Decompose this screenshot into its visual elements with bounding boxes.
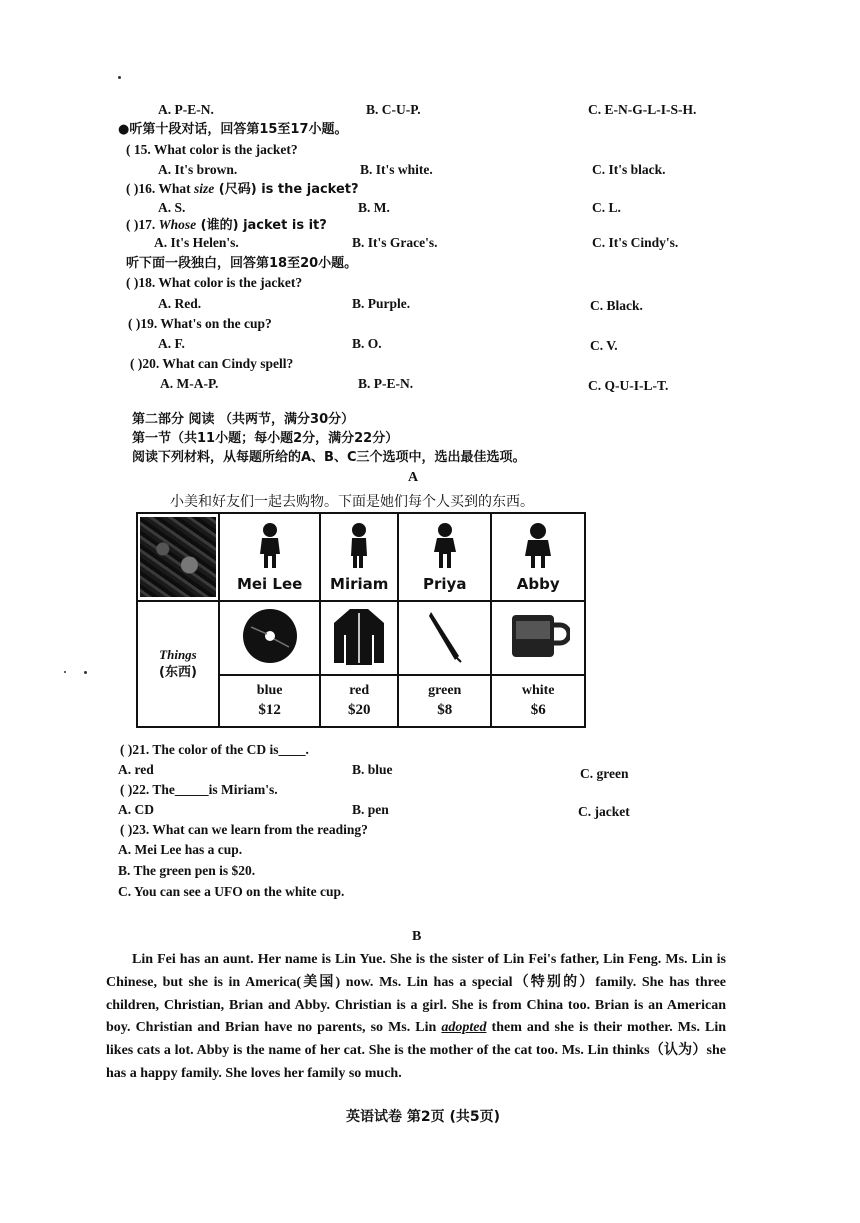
price-cell	[219, 675, 320, 727]
q14-option-b: B. C-U-P.	[366, 102, 421, 117]
person-cell	[320, 513, 398, 601]
q17-option-a: A. It's Helen's.	[154, 235, 239, 250]
part2-title: 第二部分 阅读 （共两节，满分30分）	[132, 412, 355, 427]
person-cell	[491, 513, 585, 601]
item-price: $6	[530, 702, 546, 718]
item-price: $8	[437, 702, 453, 718]
shopping-table	[136, 512, 586, 728]
price-cell	[398, 675, 491, 727]
passage-b-text: Lin Fei has an aunt. Her name is Lin Yue. She is the sister of Lin Fei's father, Lin Feng. Ms. Lin is Chinese, but she is in America(美国) now. Ms. Lin has a special（特别的）family. She has three children, Christian, Brian and Abby. Christian is a girl. She is from China too. Brian is an American boy. Christian and Brian have no parents, so Ms. Lin adopted them and she is their mother. Ms. Lin likes cats a lot. Abby is the name of her cat. She is the mother of the cat too. Ms. Lin thinks（认为）she has a happy family. She loves her family so much.	[106, 952, 727, 1081]
q22-option-c: C. jacket	[578, 804, 630, 819]
passage-a-letter: A	[408, 470, 419, 485]
q20-option-a: A. M-A-P.	[160, 376, 219, 391]
girl-figure-icon	[431, 522, 459, 570]
q16-option-c: C. L.	[592, 200, 621, 215]
q16-stem: ( )16. What size (尺码) is the jacket?	[126, 181, 359, 197]
scan-speck	[118, 76, 121, 79]
item-color: blue	[256, 683, 283, 698]
q15-stem: ( 15. What color is the jacket?	[126, 142, 298, 157]
price-cell	[491, 675, 585, 727]
corner-photo-cell	[137, 513, 219, 601]
person-name: Mei Lee	[236, 574, 303, 593]
girls-photo	[140, 517, 216, 597]
item-color: red	[349, 683, 370, 698]
q21-option-a: A. red	[118, 762, 154, 777]
q22-option-a: A. CD	[118, 802, 154, 817]
jacket-icon	[328, 605, 390, 667]
item-color: green	[428, 683, 462, 698]
person-cell	[219, 513, 320, 601]
q15-option-c: C. It's black.	[592, 162, 666, 177]
things-label: Things	[159, 647, 197, 662]
q18-stem: ( )18. What color is the jacket?	[126, 275, 303, 290]
item-color: white	[521, 683, 555, 698]
q17-option-c: C. It's Cindy's.	[592, 235, 679, 250]
person-name: Abby	[516, 574, 560, 593]
q16-option-a: A. S.	[158, 200, 186, 215]
girl-figure-icon	[345, 522, 373, 570]
q19-option-b: B. O.	[352, 336, 382, 351]
q15-option-a: A. It's brown.	[158, 162, 238, 177]
passage-b-letter: B	[412, 929, 422, 944]
q19-option-a: A. F.	[158, 336, 185, 351]
item-image-cell	[491, 601, 585, 675]
q18-option-b: B. Purple.	[352, 296, 411, 311]
pen-icon	[425, 608, 465, 664]
q14-option-a: A. P-E-N.	[158, 102, 214, 117]
cd-icon	[241, 607, 299, 665]
q17-stem: ( )17. Whose (谁的) jacket is it?	[126, 217, 327, 233]
q23-option-c: C. You can see a UFO on the white cup.	[118, 884, 345, 899]
girl-figure-icon	[256, 522, 284, 570]
reading-instruction: 阅读下列材料，从每题所给的A、B、C三个选项中，选出最佳选项。	[132, 450, 526, 465]
passage-a-intro: 小美和好友们一起去购物。下面是她们每个人买到的东西。	[170, 494, 534, 510]
instruction-dialogue-10: ●听第十段对话，回答第15至17小题。	[118, 122, 348, 137]
q21-stem: ( )21. The color of the CD is____.	[120, 742, 309, 757]
q22-stem: ( )22. The_____is Miriam's.	[120, 782, 278, 797]
q15-option-b: B. It's white.	[360, 162, 433, 177]
q23-option-b: B. The green pen is $20.	[118, 863, 256, 878]
q18-option-c: C. Black.	[590, 298, 643, 313]
instruction-monologue: 听下面一段独白，回答第18至20小题。	[126, 256, 358, 271]
q19-stem: ( )19. What's on the cup?	[128, 316, 272, 331]
adopted-word: adopted	[441, 1020, 487, 1036]
things-label-cn: (东西)	[159, 665, 197, 680]
person-name: Miriam	[330, 574, 389, 593]
q23-stem: ( )23. What can we learn from the reading?	[120, 822, 368, 837]
q23-option-a: A. Mei Lee has a cup.	[118, 842, 243, 857]
q16-option-b: B. M.	[358, 200, 390, 215]
q22-option-b: B. pen	[352, 802, 389, 817]
page-footer: 英语试卷 第2页 (共5页)	[346, 1109, 501, 1125]
q21-option-c: C. green	[580, 766, 629, 781]
cup-icon	[506, 611, 570, 661]
q21-option-b: B. blue	[352, 762, 393, 777]
girl-figure-icon	[523, 522, 553, 570]
things-label-cell	[137, 601, 219, 727]
item-image-cell	[320, 601, 398, 675]
person-name: Priya	[423, 574, 467, 593]
q14-option-c: C. E-N-G-L-I-S-H.	[588, 102, 697, 117]
q20-stem: ( )20. What can Cindy spell?	[130, 356, 294, 371]
section1-title: 第一节（共11小题；每小题2分，满分22分）	[132, 431, 399, 446]
q20-option-b: B. P-E-N.	[358, 376, 414, 391]
q20-option-c: C. Q-U-I-L-T.	[588, 378, 669, 393]
scan-speck	[64, 671, 66, 673]
item-image-cell	[219, 601, 320, 675]
item-image-cell	[398, 601, 491, 675]
q18-option-a: A. Red.	[158, 296, 202, 311]
item-price: $12	[258, 702, 281, 718]
item-price: $20	[347, 702, 371, 718]
scan-speck	[84, 671, 87, 674]
person-cell	[398, 513, 491, 601]
price-cell	[320, 675, 398, 727]
q17-option-b: B. It's Grace's.	[352, 235, 438, 250]
q19-option-c: C. V.	[590, 338, 618, 353]
